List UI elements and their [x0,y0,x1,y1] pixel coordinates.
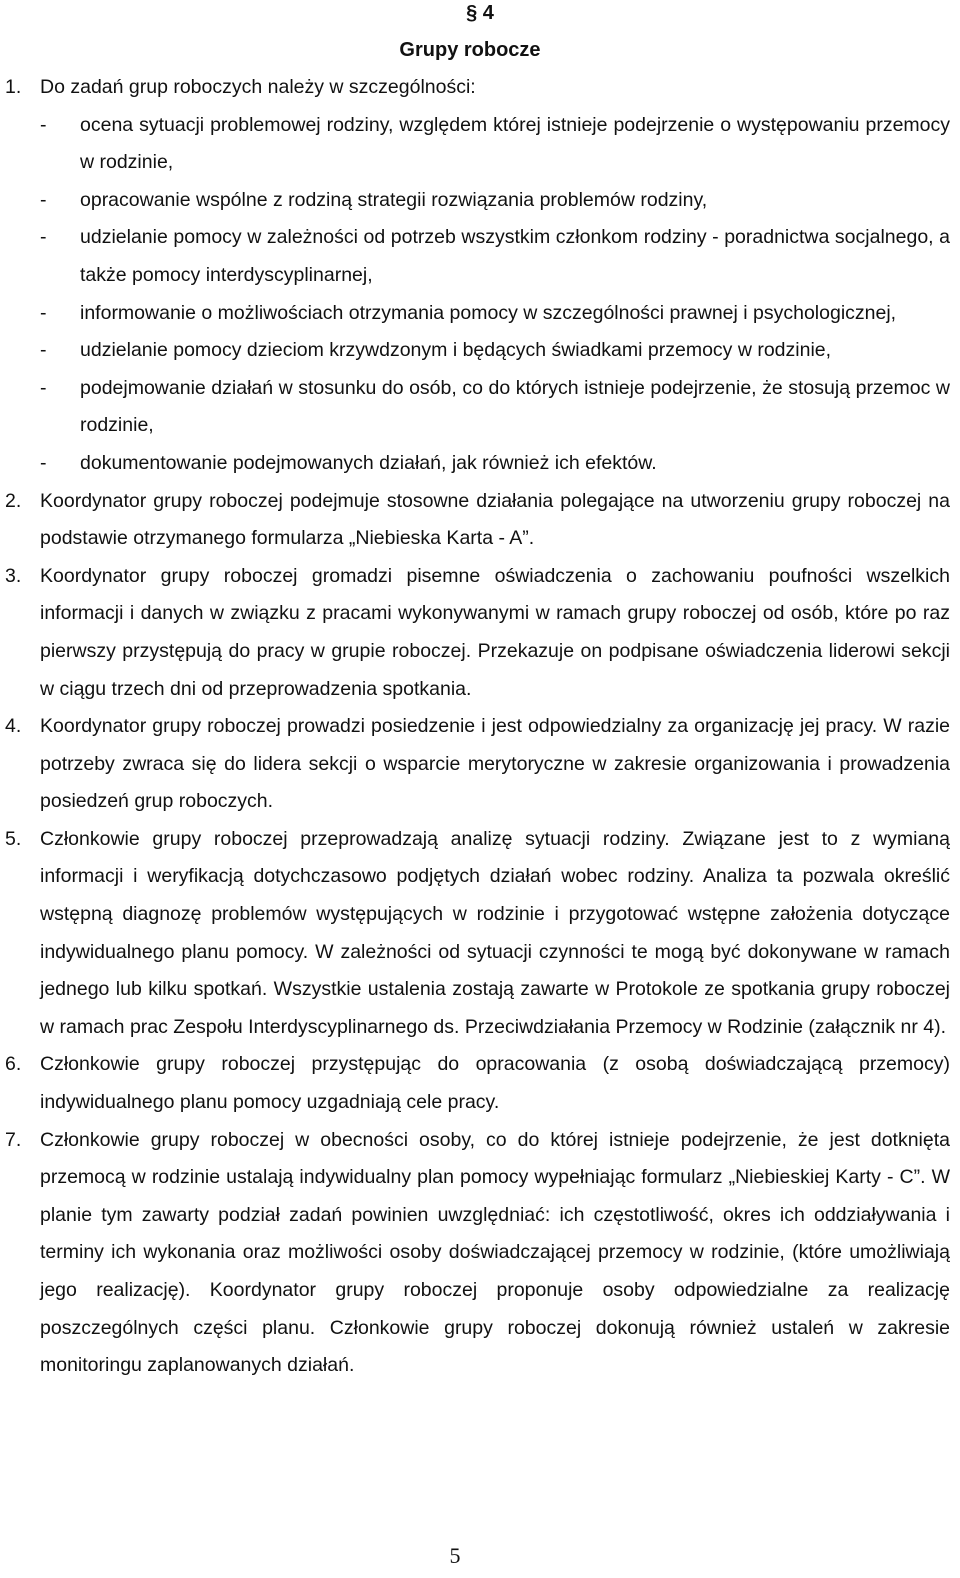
bullet-dash: - [40,301,47,324]
document-body [0,69,960,1385]
bullet-dash: - [40,339,47,362]
bullet-text: podejmowanie działań w stosunku do osób, co do których istnieje podejrzenie, że stosują przemoc w rodzinie, [80,376,950,437]
bullet-dash: - [40,188,47,211]
bullet-text: ocena sytuacji problemowej rodziny, względem której istnieje podejrzenie o występowaniu przemocy w rodzinie, [80,113,950,174]
list-item-5 [0,821,960,1047]
bullet-item [40,332,950,370]
bullet-list [40,107,950,483]
section-mark: § 4 [466,2,494,24]
list-item-6 [0,1046,960,1121]
item-text: Członkowie grupy roboczej przystępując do opracowania (z osobą doświadczającą przemocy) indywidualnego planu pomocy uzgadniają cele pracy. [40,1053,950,1114]
list-item-1 [0,69,960,483]
item-text: Koordynator grupy roboczej gromadzi pisemne oświadczenia o zachowaniu poufności wszelkich informacji i danych w związku z pracami wykonywanymi w ramach grupy roboczej od osób, które po raz pierwszy przystępują do pracy w grupie roboczej. Przekazuje on podpisane oświadczenia liderowi sekcji w ciągu trzech dni od przeprowadzenia spotkania. [40,564,950,700]
bullet-text: informowanie o możliwościach otrzymania pomocy w szczególności prawnej i psychologicznej, [80,301,897,324]
bullet-dash: - [40,113,47,136]
item-text: Koordynator grupy roboczej prowadzi posiedzenie i jest odpowiedzialny za organizację jej pracy. W razie potrzeby zwraca się do lidera sekcji o wsparcie merytoryczne w zakresie organizowania i prowadzenia posiedzeń grup roboczych. [40,715,950,813]
item-text: Do zadań grup roboczych należy w szczególności: [40,76,476,98]
item-number: 2. [5,489,22,512]
list-item-4 [0,708,960,821]
section-title: Grupy robocze [399,39,541,61]
item-number: 6. [5,1053,22,1076]
bullet-item [40,107,950,182]
item-number: 7. [5,1128,22,1151]
item-number: 1. [5,76,22,98]
bullet-item [40,445,950,483]
bullet-dash: - [40,226,47,249]
item-number: 4. [5,715,22,738]
list-item-2 [0,483,960,558]
page-number: 5 [449,1543,461,1568]
item-number: 3. [5,564,22,587]
item-text: Koordynator grupy roboczej podejmuje stosowne działania polegające na utworzeniu grupy roboczej na podstawie otrzymanego formularza „Niebieska Karta - A”. [40,489,950,550]
item-number: 5. [5,827,22,850]
bullet-text: udzielanie pomocy dzieciom krzywdzonym i będących świadkami przemocy w rodzinie, [80,339,832,362]
bullet-text: opracowanie wspólne z rodziną strategii rozwiązania problemów rodziny, [80,188,708,211]
item-text: Członkowie grupy roboczej w obecności osoby, co do której istnieje podejrzenie, że jest dotknięta przemocą w rodzinie ustalają indywidualny plan pomocy wypełniając formularz „Niebieskiej Karty - C”. W planie tym zawarty podział zadań powinien uwzględniać: ich częstotliwość, okres ich oddziaływania i terminy ich wykonania oraz możliwości osoby doświadczającej przemocy w rodzinie, (które umożliwiają jego realizację). Koordynator grupy roboczej proponuje osoby odpowiedzialne za realizację poszczególnych części planu. Członkowie grupy roboczej dokonują również ustaleń w zakresie monitoringu zaplanowanych działań. [40,1128,950,1377]
list-item-3 [0,558,960,708]
bullet-item [40,370,950,445]
bullet-dash: - [40,376,47,399]
bullet-dash: - [40,451,47,474]
bullet-text: dokumentowanie podejmowanych działań, jak również ich efektów. [80,451,657,474]
bullet-item [40,219,950,294]
bullet-item [40,295,950,333]
item-text: Członkowie grupy roboczej przeprowadzają analizę sytuacji rodziny. Związane jest to z wymianą informacji i weryfikacją dotychczasowo podjętych działań wobec rodziny. Analiza ta pozwala określić wstępną diagnozę problemów występujących w rodzinie i przygotować wstępne założenia dotyczące indywidualnego planu pomocy. W zależności od sytuacji czynności te mogą być dokonywane w ramach jednego lub kilku spotkań. Wszystkie ustalenia zostają zawarte w Protokole ze spotkania grupy roboczej w ramach prac Zespołu Interdyscyplinarnego ds. Przeciwdziałania Przemocy w Rodzinie (załącznik nr 4). [40,827,950,1038]
bullet-text: udzielanie pomocy w zależności od potrzeb wszystkim członkom rodziny - poradnictwa socjalnego, a także pomocy interdyscyplinarnej, [80,226,950,286]
bullet-item [40,182,950,220]
list-item-7 [0,1122,960,1385]
